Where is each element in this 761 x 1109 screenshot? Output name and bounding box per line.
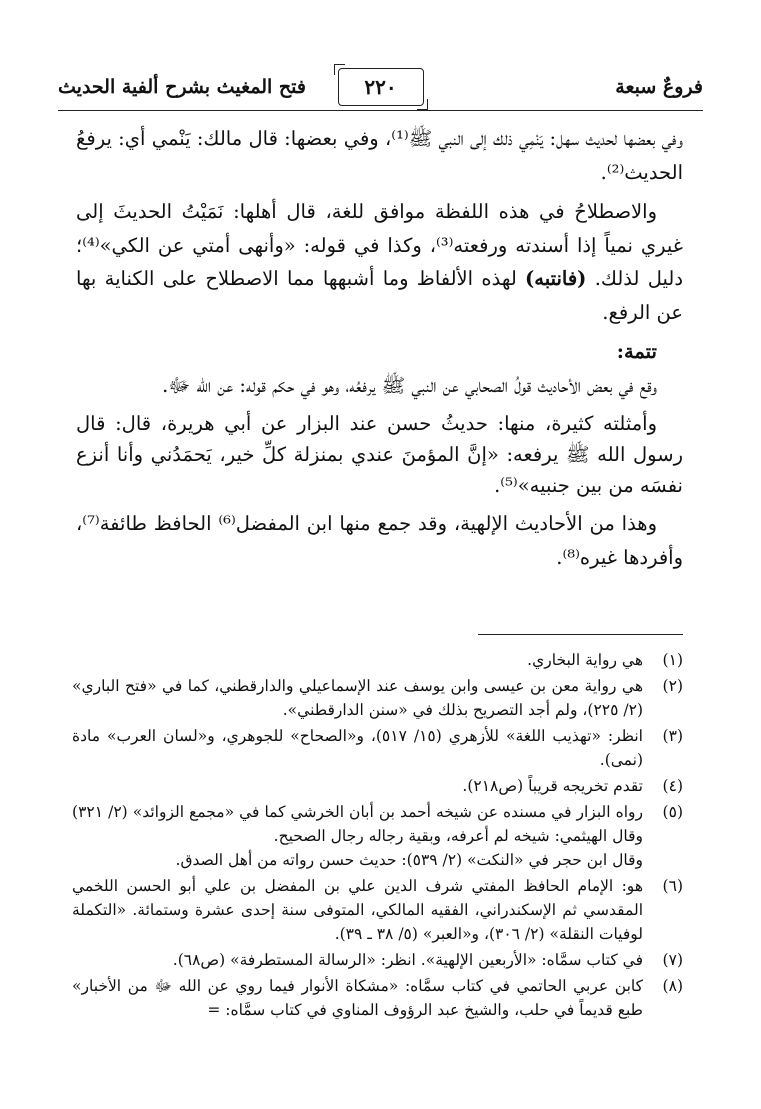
- footnote: [72, 648, 683, 672]
- section-heading: تتمة:: [616, 340, 657, 363]
- main-text: [76, 122, 683, 580]
- footnotes: [72, 648, 683, 1024]
- footnote: [72, 948, 683, 972]
- chapter-title: فروعٌ سبعة: [615, 76, 703, 98]
- footnote-separator: [478, 634, 683, 635]
- footnote: [72, 674, 683, 722]
- footnote-text: رواه البزار في مسنده عن شيخه أحمد بن أبان الخرشي كما في «مجمع الزوائد» (٢/ ٣٢١) وقال الهيثمي: شيخه لم أعرفه، وبقية رجاله رجال الصحيح.: [72, 803, 643, 845]
- footnote-text: وقال ابن حجر في «النكت» (٢/ ٥٣٩): حديث حسن رواته من أهل الصدق.: [175, 851, 643, 869]
- paragraph-text: والاصطلاحُ في هذه اللفظة موافق للغة، قال أهلها: نَمَيْتُ الحديثَ إلى غيري نمياً إذا أسندته ورفعته⁽³⁾، وكذا في قوله: «وأنهى أمتي عن الكي»⁽⁴⁾؛ دليل لذلك.: [76, 200, 684, 290]
- footnote: [72, 874, 683, 946]
- footnote: [72, 800, 683, 872]
- footnote-number: (٢): [662, 677, 683, 695]
- footnote-number: (٤): [662, 777, 683, 795]
- footnote-number: (١): [662, 651, 683, 669]
- footnote-number: (٥): [662, 803, 683, 821]
- footnote-number: (٨): [662, 977, 683, 995]
- footnote-text: في كتاب سمَّاه: «الأربعين الإلهية». انظر: «الرسالة المستطرفة» (ص٦٨).: [172, 951, 643, 969]
- footnote-number: (٦): [662, 877, 683, 895]
- footnote: [72, 724, 683, 772]
- footnote-number: (٧): [662, 951, 683, 969]
- paragraph: [76, 195, 683, 329]
- bold-marker: (فانتبه): [525, 267, 587, 290]
- paragraph: وقع في بعض الأحاديث قولُ الصحابي عن النبي ﷺ يرفعُه، وهو في حكم قوله: عن الله ﷻ.: [162, 373, 657, 397]
- footnote-text: كابن عربي الحاتمي في كتاب سمَّاه: «مشكاة الأنوار فيما روي عن الله ﷻ من الأخبار» طبع قديماً في حلب، والشيخ عبد الرؤوف المناوي في كتاب سمَّاه: =: [72, 977, 643, 1019]
- book-title: فتح المغيث بشرح ألفية الحديث: [58, 76, 306, 98]
- paragraph: وهذا من الأحاديث الإلهية، وقد جمع منها ابن المفضل⁽⁶⁾ الحافظ طائفة⁽⁷⁾، وأفردها غيره⁽⁸⁾.: [76, 512, 683, 569]
- footnote-text: تقدم تخريجه قريباً (ص٢١٨).: [462, 777, 643, 795]
- footnote: [72, 974, 683, 1022]
- footnote-number: (٣): [662, 727, 683, 745]
- footnote: [72, 774, 683, 798]
- paragraph-text: لهذه الألفاظ وما أشبهها مما الاصطلاح على الكناية بها عن الرفع.: [76, 267, 683, 324]
- footnote-text: هي رواية البخاري.: [527, 651, 643, 669]
- footnote-text: هي رواية معن بن عيسى وابن يوسف عند الإسماعيلي والدارقطني، كما في «فتح الباري» (٢/ ٢٢٥)، ولم أجد التصريح بذلك في «سنن الدارقطني».: [72, 677, 643, 719]
- paragraph: وأمثلته كثيرة، منها: حديثُ حسن عند البزار عن أبي هريرة، قال: قال رسول الله ﷺ يرفعه: «إنَّ المؤمنَ عندي بمنزلة كلِّ خير، يَحمَدُني وأنا أنزع نفسَه من بين جنبيه»⁽⁵⁾.: [76, 412, 683, 497]
- page-number: ٢٢٠: [338, 68, 424, 106]
- paragraph: وفي بعضها لحديث سهل: يَنْمِي ذلك إلى النبي ﷺ⁽¹⁾، وفي بعضها: قال مالك: يَنْمي أي: يرفعُ الحديث⁽²⁾.: [76, 127, 683, 184]
- footnote-text: هو: الإمام الحافظ المفتي شرف الدين علي بن المفضل بن علي أبو الحسن اللخمي المقدسي ثم الإسكندراني، الفقيه المالكي، المتوفى سنة إحدى عشرة وستمائة. «التكملة لوفيات النقلة» (٢/ ٣٠٦)، و«العبر» (٥/ ٣٨ ـ ٣٩).: [72, 877, 643, 943]
- running-header: [58, 66, 703, 111]
- footnote-text: انظر: «تهذيب اللغة» للأزهري (١٥/ ٥١٧)، و«الصحاح» للجوهري، و«لسان العرب» مادة (نمى).: [72, 727, 643, 769]
